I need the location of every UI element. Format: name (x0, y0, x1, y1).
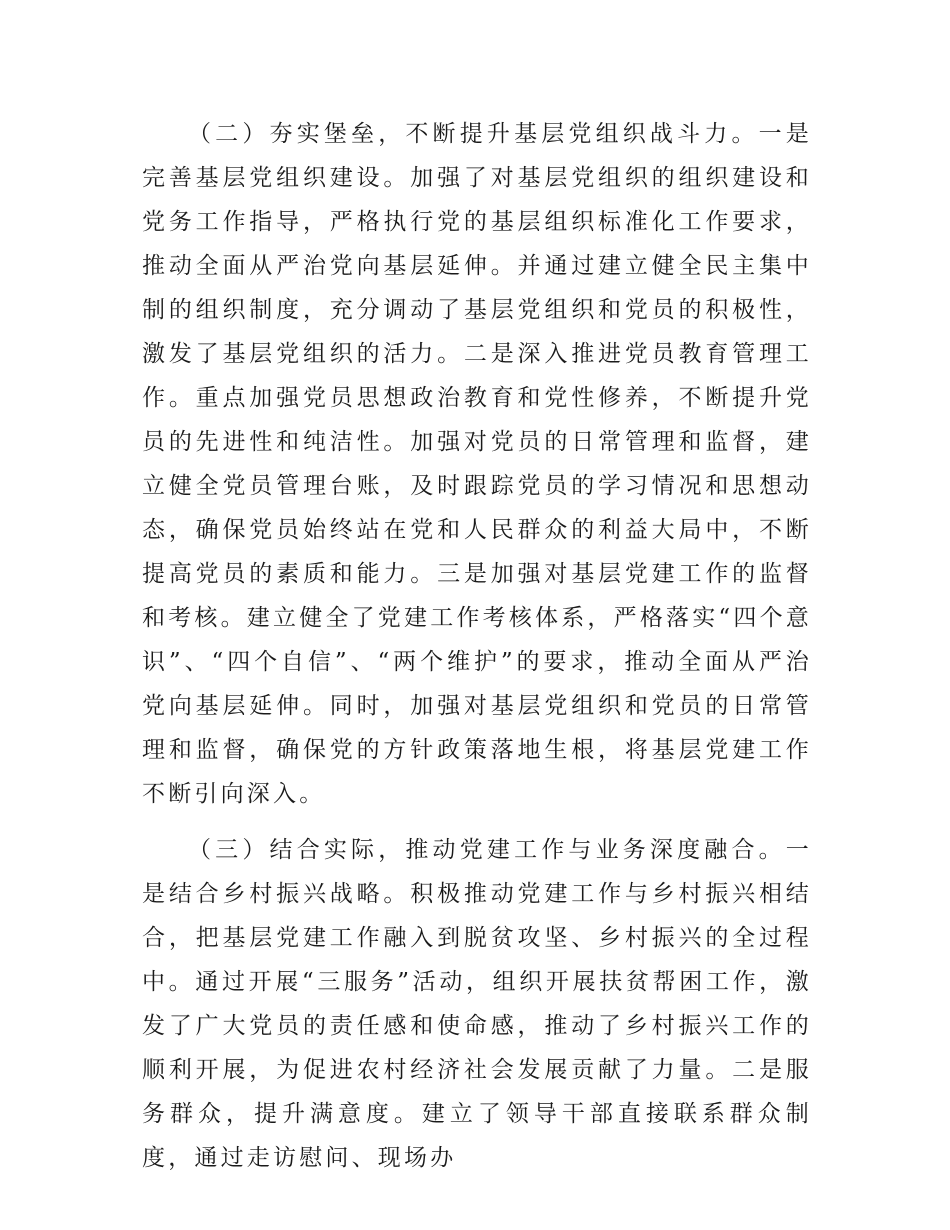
paragraph-section-two: （二）夯实堡垒，不断提升基层党组织战斗力。一是完善基层党组织建设。加强了对基层党组织的组织建设和党务工作指导，严格执行党的基层组织标准化工作要求，推动全面从严治党向基层延伸。并通过建立健全民主集中制的组织制度，充分调动了基层党组织和党员的积极性，激发了基层党组织的活力。二是深入推进党员教育管理工作。重点加强党员思想政治教育和党性修养，不断提升党员的先进性和纯洁性。加强对党员的日常管理和监督，建立健全党员管理台账，及时跟踪党员的学习情况和思想动态，确保党员始终站在党和人民群众的利益大局中，不断提高党员的素质和能力。三是加强对基层党建工作的监督和考核。建立健全了党建工作考核体系，严格落实“四个意识”、“四个自信”、“两个维护”的要求，推动全面从严治党向基层延伸。同时，加强对基层党组织和党员的日常管理和监督，确保党的方针政策落地生根，将基层党建工作不断引向深入。 (142, 121, 812, 807)
paragraph-section-three: （三）结合实际，推动党建工作与业务深度融合。一是结合乡村振兴战略。积极推动党建工作与乡村振兴相结合，把基层党建工作融入到脱贫攻坚、乡村振兴的全过程中。通过开展“三服务”活动，组织开展扶贫帮困工作，激发了广大党员的责任感和使命感，推动了乡村振兴工作的顺利开展，为促进农村经济社会发展贡献了力量。二是服务群众，提升满意度。建立了领导干部直接联系群众制度，通过走访慰问、现场办 (142, 837, 812, 1171)
document-body (142, 112, 812, 1192)
